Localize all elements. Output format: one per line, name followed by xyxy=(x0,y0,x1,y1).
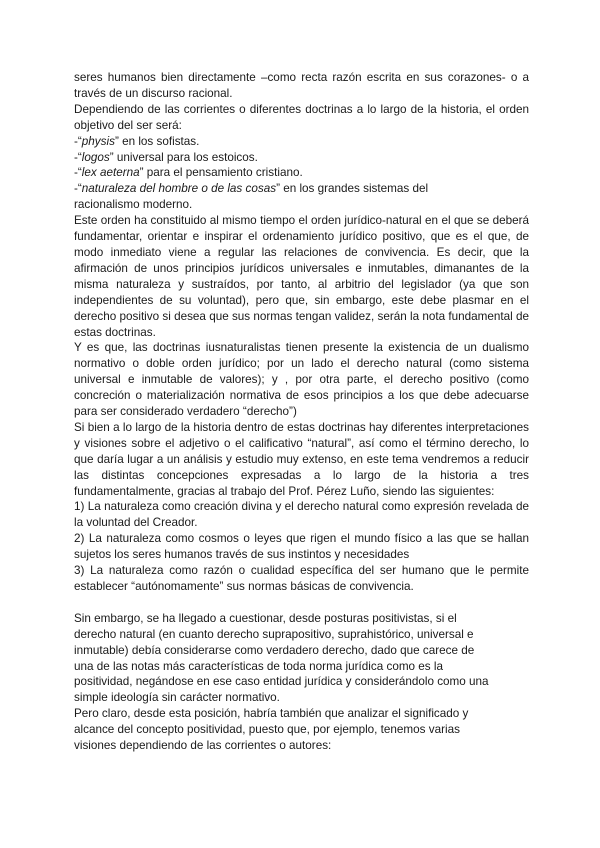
numbered-item-3: 3) La naturaleza como razón o cualidad específica del ser humano que le permite establecer “autónomamente” sus normas básicas de convivencia. xyxy=(74,564,529,593)
paragraph-dualismo: Y es que, las doctrinas iusnaturalistas tienen presente la existencia de un dualismo normativo o doble orden jurídico; por un lado el derecho natural (como sistema universal e inmutable de valores); y , por otra parte, el derecho positivo (como concreción o materialización normativa de esos principios a los que debe adecuarse para ser considerado verdadero “derecho”) xyxy=(74,341,529,419)
paragraph-positividad: Pero claro, desde esta posición, habría también que analizar el significado y alcance del concepto positividad, puesto que, por ejemplo, tenemos varias visiones dependiendo de las corrientes o autores: xyxy=(74,707,469,753)
list-item-physis xyxy=(74,134,529,150)
list-suffix: ” en los sofistas. xyxy=(114,134,200,148)
paragraph-orden-juridico: Este orden ha constituido al mismo tiempo el orden jurídico-natural en el que se deberá fundamentar, orientar e inspirar el ordenamiento jurídico positivo, que es el que, de modo inmediato viene a regular las relaciones de convivencia. Es decir, que la afirmación de unos principios jurídicos universales e inmutables, dimanantes de la misma naturaleza y sustraídos, por tanto, al arbitrio del legislador (ya que son independientes de su voluntad), pero que, sin embargo, este debe plasmar en el derecho positivo si desea que sus normas tengan validez, serán la nota fundamental de estas doctrinas. xyxy=(74,214,529,339)
numbered-item-1: 1) La naturaleza como creación divina y el derecho natural como expresión revelada de la voluntad del Creador. xyxy=(74,500,529,530)
list-suffix: ” para el pensamiento cristiano. xyxy=(139,166,303,180)
list-prefix: -“ xyxy=(74,182,82,196)
list-term: lex aeterna xyxy=(81,166,140,180)
paragraph-intro: seres humanos bien directamente –como recta razón escrita en sus corazones- o a través de un discurso racional. xyxy=(74,71,529,100)
list-term: logos xyxy=(81,150,110,164)
list-prefix: -“ xyxy=(74,166,82,180)
paragraph-concepciones: Si bien a lo largo de la historia dentro de estas doctrinas hay diferentes interpretaciones y visiones sobre el adjetivo o el calificativo “natural”, así como el término derecho, lo que daría lugar a un análisis y estudio muy extenso, en este tema vendremos a reducir las distintas concepciones expresadas a lo largo de la historia a tres fundamentalmente, gracias al trabajo del Prof. Pérez Luño, siendo las siguientes: xyxy=(74,420,529,498)
list-item-logos xyxy=(74,150,529,166)
list-term: naturaleza del hombre o de las cosas xyxy=(81,182,277,196)
numbered-item-2: 2) La naturaleza como cosmos o leyes que rigen el mundo físico a las que se hallan sujetos los seres humanos través de sus instintos y necesidades xyxy=(74,532,529,562)
document-page xyxy=(74,70,529,754)
paragraph-orden-objetivo: Dependiendo de las corrientes o diferentes doctrinas a lo largo de la historia, el orden objetivo del ser será: xyxy=(74,102,529,132)
list-prefix: -“ xyxy=(74,134,82,148)
paragraph-positivismo: Sin embargo, se ha llegado a cuestionar, desde posturas positivistas, si el derecho natural (en cuanto derecho suprapositivo, suprahistórico, universal e inmutable) debía considerarse como verdadero derecho, dado que carece de una de las notas más características de toda norma jurídica como es la positividad, negándose en ese caso entidad jurídica y considerándolo como una simple ideología sin carácter normativo. xyxy=(74,611,489,705)
list-item-lex-aeterna xyxy=(74,165,529,181)
list-suffix: ” universal para los estoicos. xyxy=(109,150,258,164)
list-suffix: ” en los grandes sistemas del racionalismo moderno. xyxy=(74,182,429,212)
list-prefix: -“ xyxy=(74,150,82,164)
list-item-naturaleza xyxy=(74,181,474,213)
list-term: physis xyxy=(81,134,115,148)
paragraph-gap xyxy=(74,595,529,611)
